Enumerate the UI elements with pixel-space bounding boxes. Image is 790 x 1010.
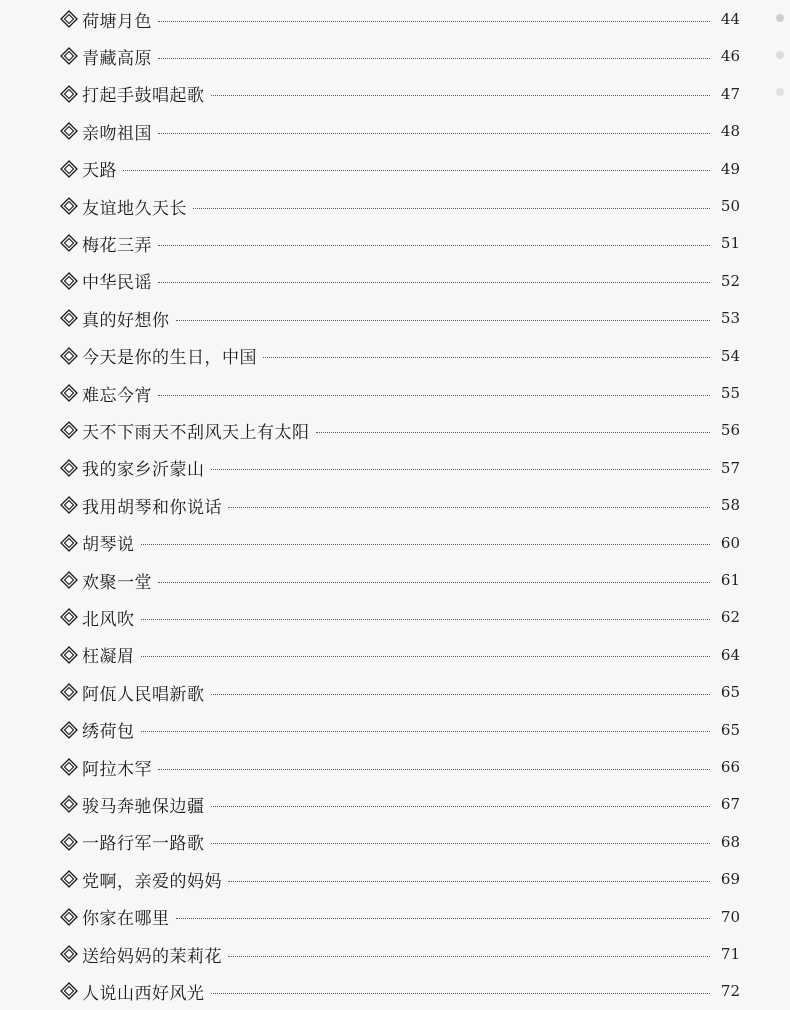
toc-entry-page-number: 57 [720, 458, 740, 477]
dot-leader [228, 956, 710, 957]
table-of-contents [60, 0, 740, 1010]
dot-leader [176, 918, 711, 919]
toc-entry-title: 打起手鼓唱起歌 [82, 86, 205, 107]
diamond-bullet-icon [60, 122, 78, 140]
dot-leader [211, 694, 711, 695]
toc-entry-title: 友谊地久天长 [82, 198, 187, 219]
dot-leader [158, 133, 710, 134]
dot-leader [158, 582, 710, 583]
toc-entry-title: 党啊，亲爱的妈妈 [82, 871, 222, 892]
dot-leader [228, 507, 710, 508]
toc-entry[interactable] [60, 786, 740, 822]
toc-entry-title: 阿拉木罕 [82, 759, 152, 780]
diamond-bullet-icon [60, 459, 78, 477]
diamond-bullet-icon [60, 160, 78, 178]
dot-leader [176, 320, 711, 321]
toc-entry-title: 青藏高原 [82, 48, 152, 69]
toc-entry[interactable] [60, 637, 740, 673]
diamond-bullet-icon [60, 47, 78, 65]
toc-entry-page-number: 68 [720, 832, 740, 851]
diamond-bullet-icon [60, 721, 78, 739]
toc-entry-title: 天路 [82, 161, 117, 182]
toc-entry[interactable] [60, 113, 740, 149]
toc-entry[interactable] [60, 899, 740, 935]
toc-entry[interactable] [60, 38, 740, 74]
diamond-bullet-icon [60, 608, 78, 626]
toc-entry-page-number: 62 [720, 608, 740, 627]
diamond-bullet-icon [60, 870, 78, 888]
diamond-bullet-icon [60, 646, 78, 664]
toc-entry[interactable] [60, 674, 740, 710]
toc-entry[interactable] [60, 263, 740, 299]
dot-leader [158, 769, 710, 770]
toc-entry-title: 欢聚一堂 [82, 572, 152, 593]
toc-entry[interactable] [60, 861, 740, 897]
dot-leader [211, 993, 711, 994]
toc-entry[interactable] [60, 562, 740, 598]
diamond-bullet-icon [60, 908, 78, 926]
toc-entry-title: 人说山西好风光 [82, 983, 205, 1004]
toc-entry-page-number: 65 [720, 683, 740, 702]
toc-entry-page-number: 60 [720, 533, 740, 552]
dot-leader [141, 544, 711, 545]
toc-entry[interactable] [60, 1, 740, 37]
diamond-bullet-icon [60, 197, 78, 215]
toc-entry[interactable] [60, 300, 740, 336]
diamond-bullet-icon [60, 347, 78, 365]
toc-entry[interactable] [60, 188, 740, 224]
dot-leader [158, 21, 710, 22]
toc-entry-page-number: 72 [720, 982, 740, 1001]
toc-entry[interactable] [60, 712, 740, 748]
toc-entry-page-number: 47 [720, 84, 740, 103]
diamond-bullet-icon [60, 683, 78, 701]
toc-entry[interactable] [60, 525, 740, 561]
dot-leader [211, 806, 711, 807]
diamond-bullet-icon [60, 795, 78, 813]
dot-leader [211, 843, 711, 844]
toc-entry-title: 你家在哪里 [82, 909, 170, 930]
toc-entry-title: 骏马奔驰保边疆 [82, 796, 205, 817]
toc-entry-title: 天不下雨天不刮风天上有太阳 [82, 422, 310, 443]
toc-entry-title: 一路行军一路歌 [82, 834, 205, 855]
toc-entry-title: 亲吻祖国 [82, 123, 152, 144]
diamond-bullet-icon [60, 234, 78, 252]
toc-entry-page-number: 52 [720, 271, 740, 290]
dot-leader [158, 58, 710, 59]
toc-entry-page-number: 64 [720, 645, 740, 664]
toc-entry-title: 我用胡琴和你说话 [82, 497, 222, 518]
toc-entry-title: 今天是你的生日，中国 [82, 348, 257, 369]
diamond-bullet-icon [60, 496, 78, 514]
diamond-bullet-icon [60, 571, 78, 589]
toc-entry-page-number: 50 [720, 197, 740, 215]
diamond-bullet-icon [60, 982, 78, 1000]
toc-entry[interactable] [60, 412, 740, 448]
diamond-bullet-icon [60, 309, 78, 327]
diamond-bullet-icon [60, 945, 78, 963]
toc-entry-title: 我的家乡沂蒙山 [82, 460, 205, 481]
toc-entry-page-number: 48 [720, 122, 740, 141]
toc-entry-title: 真的好想你 [82, 310, 170, 331]
toc-entry[interactable] [60, 151, 740, 187]
toc-entry-page-number: 61 [720, 571, 740, 589]
toc-entry-page-number: 46 [720, 47, 740, 66]
dot-leader [211, 469, 711, 470]
toc-entry-page-number: 67 [720, 795, 740, 814]
dot-leader [158, 245, 710, 246]
toc-entry[interactable] [60, 338, 740, 374]
toc-entry[interactable] [60, 749, 740, 785]
toc-entry-page-number: 51 [720, 234, 740, 253]
dot-leader [263, 357, 710, 358]
diamond-bullet-icon [60, 10, 78, 28]
toc-entry-title: 枉凝眉 [82, 647, 135, 668]
toc-entry-page-number: 53 [720, 309, 740, 328]
page-edge-marks [750, 0, 790, 120]
dot-leader [316, 432, 711, 433]
toc-entry-title: 北风吹 [82, 609, 135, 630]
dot-leader [141, 731, 711, 732]
diamond-bullet-icon [60, 85, 78, 103]
toc-entry[interactable] [60, 487, 740, 523]
toc-entry[interactable] [60, 375, 740, 411]
toc-entry[interactable] [60, 936, 740, 972]
toc-entry-page-number: 69 [720, 870, 740, 889]
diamond-bullet-icon [60, 758, 78, 776]
toc-entry-title: 绣荷包 [82, 722, 135, 743]
diamond-bullet-icon [60, 534, 78, 552]
dot-leader [158, 282, 710, 283]
toc-entry-page-number: 66 [720, 758, 740, 776]
toc-entry-page-number: 70 [720, 907, 740, 926]
dot-leader [141, 656, 711, 657]
toc-entry-title: 阿佤人民唱新歌 [82, 684, 205, 705]
toc-entry-page-number: 49 [720, 159, 740, 178]
dot-leader [141, 619, 711, 620]
toc-entry[interactable] [60, 824, 740, 860]
toc-entry-title: 梅花三弄 [82, 235, 152, 256]
dot-leader [211, 95, 711, 96]
toc-entry-page-number: 56 [720, 421, 740, 440]
toc-entry-page-number: 65 [720, 720, 740, 739]
dot-leader [158, 395, 710, 396]
toc-entry-page-number: 44 [720, 10, 740, 28]
toc-entry-title: 送给妈妈的茉莉花 [82, 946, 222, 967]
diamond-bullet-icon [60, 384, 78, 402]
toc-entry-page-number: 54 [720, 346, 740, 365]
toc-entry-page-number: 71 [720, 945, 740, 963]
toc-entry[interactable] [60, 599, 740, 635]
toc-entry-title: 难忘今宵 [82, 385, 152, 406]
toc-entry[interactable] [60, 973, 740, 1009]
toc-entry-title: 胡琴说 [82, 535, 135, 556]
toc-entry[interactable] [60, 450, 740, 486]
toc-entry-page-number: 55 [720, 384, 740, 402]
toc-entry-page-number: 58 [720, 496, 740, 515]
diamond-bullet-icon [60, 272, 78, 290]
diamond-bullet-icon [60, 833, 78, 851]
toc-entry-title: 中华民谣 [82, 273, 152, 294]
dot-leader [193, 208, 710, 209]
dot-leader [123, 170, 710, 171]
diamond-bullet-icon [60, 421, 78, 439]
toc-entry[interactable] [60, 225, 740, 261]
dot-leader [228, 881, 710, 882]
toc-entry[interactable] [60, 76, 740, 112]
toc-entry-title: 荷塘月色 [82, 11, 152, 32]
